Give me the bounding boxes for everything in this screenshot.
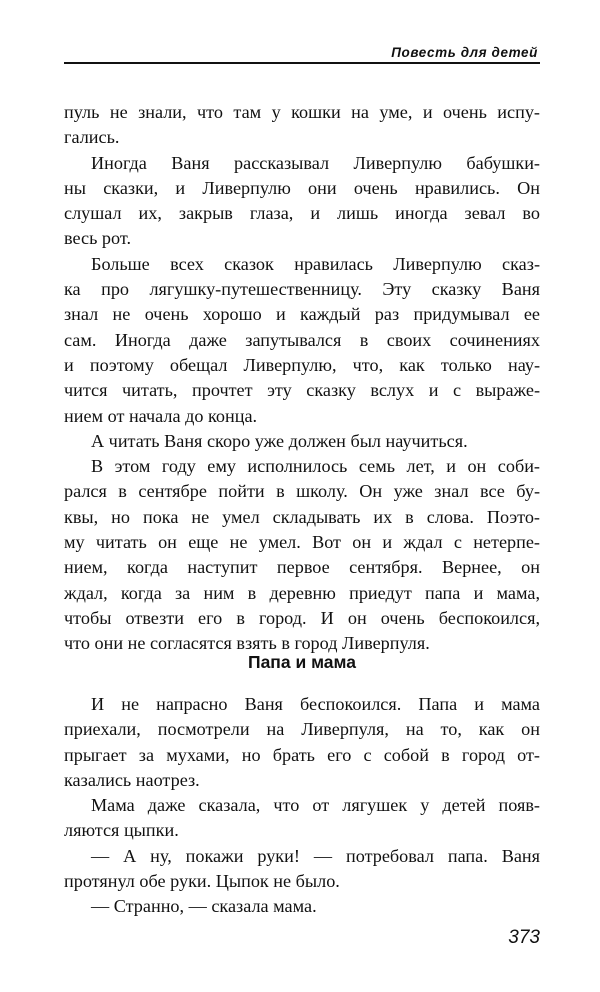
text-line: слушал их, закрыв глаза, и лишь иногда зевал во — [64, 203, 540, 224]
section-title: Папа и мама — [248, 652, 356, 672]
text-line: Иногда Ваня рассказывал Ливерпулю бабушки- — [91, 152, 540, 173]
text-line: чтобы отвезти его в город. И он очень беспокоился, — [64, 607, 540, 628]
header-rule — [64, 62, 540, 64]
paragraph — [64, 894, 540, 919]
paragraph — [64, 692, 540, 793]
text-line: весь рот. — [64, 228, 131, 249]
text-line: А читать Ваня скоро уже должен был научиться. — [91, 430, 468, 451]
page-number: 373 — [508, 927, 540, 948]
text-line: Больше всех сказок нравилась Ливерпулю сказ- — [91, 253, 540, 274]
body-text-top — [64, 100, 540, 657]
text-line: сам. Иногда даже запутывался в своих сочинениях — [64, 329, 540, 350]
text-line: чится читать, прочтет эту сказку вслух и с выраже- — [64, 380, 540, 401]
text-line: приехали, посмотрели на Ливерпуля, на то, как он — [64, 719, 540, 740]
paragraph — [64, 252, 540, 429]
text-line: ны сказки, и Ливерпулю они очень нравились. Он — [64, 177, 540, 198]
body-text-section — [64, 692, 540, 920]
text-line: му читать он еще не умел. Вот он и ждал с нетерпе- — [64, 532, 540, 553]
text-line: и поэтому обещал Ливерпулю, что, как только нау- — [64, 354, 540, 375]
paragraph — [64, 844, 540, 895]
text-line: что они не согласятся взять в город Ливерпуля. — [64, 633, 430, 654]
text-line: квы, но пока не умел складывать их в слова. Поэто- — [64, 506, 540, 527]
text-line: ждал, когда за ним в деревню приедут папа и мама, — [64, 582, 540, 603]
running-title: Повесть для детей — [391, 45, 538, 60]
text-line: — Странно, — сказала мама. — [91, 896, 317, 917]
text-line: пуль не знали, что там у кошки на уме, и очень испу- — [64, 102, 540, 122]
text-line: знал не очень хорошо и каждый раз придумывал ее — [64, 304, 540, 325]
text-line: гались. — [64, 127, 120, 148]
text-line: Мама даже сказала, что от лягушек у детей появ- — [91, 795, 540, 816]
text-line: ка про лягушку-путешественницу. Эту сказку Ваня — [64, 279, 540, 300]
paragraph — [64, 454, 540, 656]
text-line: ляются цыпки. — [64, 820, 179, 841]
text-line: — А ну, покажи руки! — потребовал папа. Ваня — [91, 845, 540, 866]
text-line: И не напрасно Ваня беспокоился. Папа и мама — [91, 694, 540, 714]
running-header — [64, 44, 540, 70]
text-line: нием от начала до конца. — [64, 405, 258, 426]
paragraph — [64, 429, 540, 454]
text-line: рался в сентябре пойти в школу. Он уже знал все бу- — [64, 481, 540, 502]
paragraph — [64, 100, 540, 151]
text-line: казались наотрез. — [64, 769, 200, 790]
paragraph — [64, 151, 540, 252]
text-line: нием, когда наступит первое сентября. Вернее, он — [64, 557, 540, 578]
paragraph — [64, 793, 540, 844]
text-line: В этом году ему исполнилось семь лет, и он соби- — [91, 456, 540, 477]
text-line: прыгает за мухами, но брать его с собой в город от- — [64, 744, 540, 765]
text-line: протянул обе руки. Цыпок не было. — [64, 871, 340, 892]
